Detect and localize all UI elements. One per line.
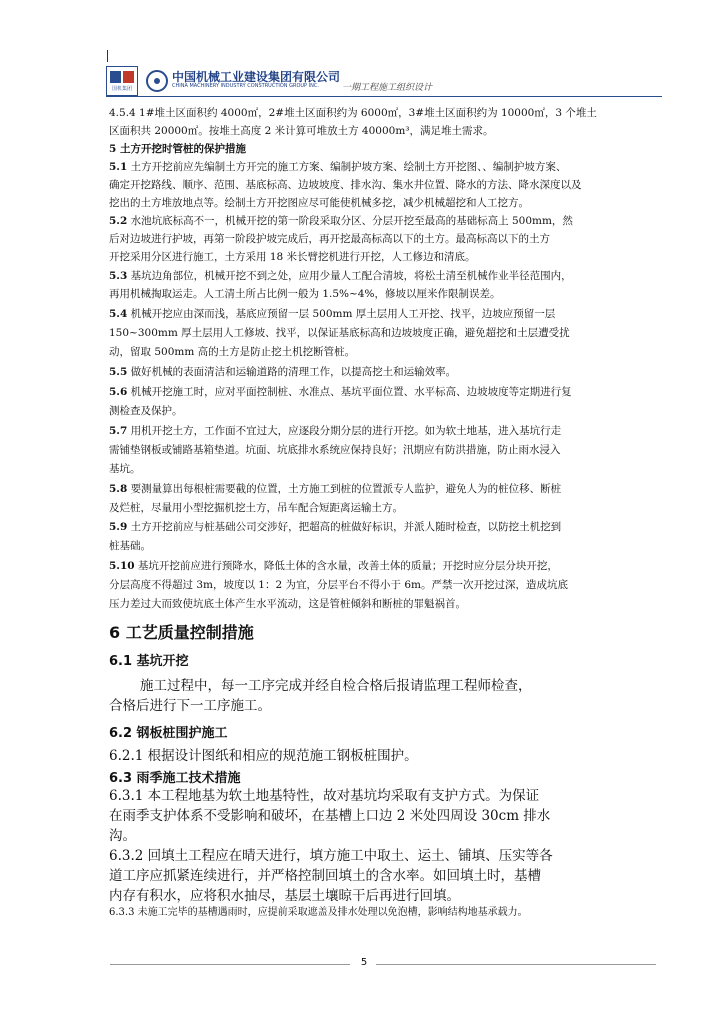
paragraph-line	[109, 383, 654, 401]
section-heading: 6 工艺质量控制措施	[109, 623, 254, 642]
paragraph-line: 挖出的土方堆放地点等。绘制土方开挖图应尽可能使机械多挖，减少机械超挖和人工挖方。	[109, 197, 529, 209]
paragraph-line: 施工过程中，每一工序完成并经自检合格后报请监理工程师检查，	[140, 678, 532, 694]
paragraph-line: 6.3.2 回填土工程应在晴天进行，填方施工中取土、运土、铺填、压实等各	[109, 848, 553, 864]
clause-number: 5.4	[109, 308, 128, 320]
page-number: 5	[360, 957, 368, 968]
clause-number: 5.7	[109, 425, 128, 437]
clause-number: 5.6	[109, 386, 128, 398]
page-header	[106, 64, 662, 98]
clause-text: 基坑开挖前应进行预降水，降低土体的含水量，改善土体的质量；开挖时应分层分块开挖，	[134, 560, 558, 572]
paragraph-line: 桩基础。	[109, 540, 151, 552]
paragraph-line	[109, 158, 654, 176]
paragraph-line: 及烂桩，尽量用小型挖掘机挖土方，吊车配合短距离运输土方。	[109, 502, 403, 514]
header-divider	[106, 96, 662, 97]
paragraph-line	[109, 422, 654, 440]
paragraph-line	[109, 557, 654, 575]
company-name-en: CHINA MACHINERY INDUSTRY CONSTRUCTION GROUP INC.	[172, 83, 319, 89]
clause-text: 机械开挖施工时，应对平面控制桩、水准点、基坑平面位置、水平标高、边坡坡度等定期进行复	[127, 386, 572, 398]
subsection-heading: 6.1 基坑开挖	[109, 654, 189, 669]
paragraph-line	[109, 212, 654, 230]
clause-text: 机械开挖应由深而浅，基底应预留一层 500mm 厚土层用人工开挖、找平，边坡应预留一层	[127, 308, 556, 320]
paragraph-line	[109, 267, 654, 285]
clause-text: 水池坑底标高不一，机械开挖的第一阶段采取分区、分层开挖至最高的基础标高上 500mm，然	[127, 215, 573, 227]
clause-text: 土方开挖前应与桩基础公司交涉好，把超高的桩做好标识，并派人随时检查，以防挖土机挖到	[127, 521, 562, 533]
paragraph-line: 4.5.4 1#堆土区面积约 4000㎡，2#堆土区面积约为 6000㎡，3#堆土区面积约为 10000㎡，3 个堆土	[109, 107, 597, 119]
paragraph-line: 压力差过大而致使坑底土体产生水平流动，这是管桩倾斜和断桩的罪魁祸首。	[109, 598, 466, 610]
section-heading: 5 土方开挖时管桩的保护措施	[109, 143, 246, 155]
company-name-cn: 中国机械工业建设集团有限公司	[172, 70, 341, 84]
footer-divider-left	[110, 964, 350, 965]
paragraph-line: 道工序应抓紧连续进行，并严格控制回填土的含水率。如回填土时，基槽	[109, 868, 541, 884]
clause-number: 5.8	[109, 483, 128, 495]
paragraph-line: 再用机械掏取运走。人工清土所占比例一般为 1.5%~4%，修坡以厘米作限制误差。	[109, 288, 501, 300]
paragraph-line: 6.3.1 本工程地基为软土地基特性，故对基坑均采取有支护方式。为保证	[109, 788, 540, 804]
paragraph-line	[109, 518, 654, 536]
clause-number: 5.2	[109, 215, 128, 227]
clause-text: 做好机械的表面清洁和运输道路的清理工作，以提高挖土和运输效率。	[127, 366, 457, 378]
paragraph-line: 合格后进行下一工序施工。	[109, 698, 271, 714]
subsection-heading: 6.3 雨季施工技术措施	[109, 771, 241, 786]
company-emblem-icon	[146, 70, 168, 92]
paragraph-line	[109, 363, 654, 381]
clause-number: 5.5	[109, 366, 128, 378]
clause-text: 基坑边角部位，机械开挖不到之处，应用少量人工配合清坡，将松土清至机械作业半径范围内，	[127, 270, 572, 282]
paragraph-line: 区面积共 20000㎡。按堆土高度 2 米计算可堆放土方 40000m³，满足堆土需求。	[109, 125, 494, 137]
clause-number: 5.9	[109, 521, 128, 533]
text-cursor-mark	[107, 50, 108, 62]
footer-divider-right	[376, 964, 656, 965]
paragraph-line: 6.3.3 未施工完毕的基槽遇雨时，应提前采取遮盖及排水处理以免泡槽，影响结构地基承载力。	[109, 907, 528, 918]
paragraph-line: 测检查及保护。	[109, 405, 183, 417]
paragraph-line: 后对边坡进行护坡，再第一阶段护坡完成后，再开挖最高标高以下的土方。最高标高以下的土方	[109, 233, 550, 245]
paragraph-line: 150~300mm 厚土层用人工修坡、找平，以保证基底标高和边坡坡度正确，避免超挖和土层遭受扰	[109, 327, 570, 339]
paragraph-line: 动，留取 500mm 高的土方是防止挖土机挖断管桩。	[109, 346, 356, 358]
header-document-title: 一期工程施工组织设计	[342, 83, 433, 93]
subsection-heading: 6.2 钢板桩围护施工	[109, 726, 228, 741]
paragraph-line: 基坑。	[109, 463, 141, 475]
clause-number: 5.1	[109, 161, 128, 173]
paragraph-line: 内存有积水，应将积水抽尽，基层土壤晾干后再进行回填。	[109, 888, 460, 904]
clause-number: 5.10	[109, 560, 135, 572]
clause-text: 土方开挖前应先编制土方开完的施工方案、编制护坡方案、绘制土方开挖图、、编制护坡方案、	[127, 161, 567, 173]
paragraph-line: 开挖采用分区进行施工，土方采用 18 米长臂挖机进行开挖，人工修边和清底。	[109, 251, 476, 263]
clause-text: 用机开挖土方，工作面不宜过大，应逐段分期分层的进行开挖。如为软土地基，进入基坑行走	[127, 425, 562, 437]
paragraph-line: 6.2.1 根据设计图纸和相应的规范施工钢板桩围护。	[109, 748, 418, 764]
sinomach-logo-icon	[110, 71, 134, 83]
paragraph-line: 在雨季支护体系不受影响和破坏，在基槽上口边 2 米处四周设 30cm 排水	[109, 808, 551, 824]
paragraph-line: 分层高度不得超过 3m，坡度以 1：2 为宜，分层平台不得小于 6m。严禁一次开挖过深，造成坑底	[109, 579, 568, 591]
paragraph-line: 沟。	[109, 828, 136, 844]
clause-number: 5.3	[109, 270, 128, 282]
paragraph-line	[109, 480, 654, 498]
paragraph-line: 需铺垫钢板或铺路基箱垫道。坑面、坑底排水系统应保持良好；汛期应有防洪措施，防止雨水浸入	[109, 444, 561, 456]
sinomach-logo-text: 国机集团	[111, 86, 132, 92]
clause-text: 要测量算出每根桩需要截的位置，土方施工到桩的位置派专人监护，避免人为的桩位移、断桩	[127, 483, 562, 495]
sinomach-logo	[106, 66, 138, 96]
paragraph-line: 确定开挖路线、顺序、范围、基底标高、边坡坡度、排水沟、集水井位置、降水的方法、降水深度以及	[109, 179, 582, 191]
paragraph-line	[109, 305, 654, 323]
